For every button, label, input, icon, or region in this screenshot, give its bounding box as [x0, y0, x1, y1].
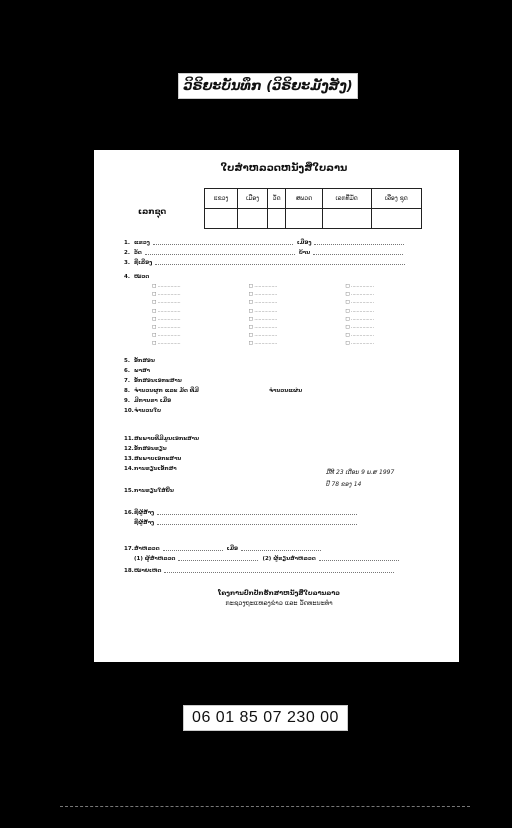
row-label: ຈຳນວນຜູກ ແລະ ມັດ ທີ່ມີ — [134, 387, 199, 394]
survey-form-page — [94, 150, 459, 662]
row-label: ສຳຫລວດ — [134, 545, 160, 552]
row-label: ແຂວງ — [134, 239, 150, 246]
row-label: ຊື່ເລື່ອງ — [134, 259, 153, 266]
category-option: □ ................ — [345, 308, 374, 314]
fill-line — [155, 260, 405, 265]
form-row — [124, 434, 199, 443]
row-extra-label: ເມືອງ — [296, 239, 312, 246]
category-option: □ ................ — [152, 341, 181, 347]
row-number: 3. — [124, 259, 130, 266]
row-label: ວັດ — [134, 249, 142, 256]
category-option: □ ................ — [152, 316, 181, 322]
row-number: 13. — [124, 455, 134, 462]
category-option: □ ................ — [248, 316, 278, 322]
row-label: ອັກສອນຂຽນ — [134, 445, 167, 452]
form-row — [124, 258, 405, 267]
row-label: ການຂຽນໃສ່ຍື່ນ — [134, 487, 174, 494]
fill-line — [164, 568, 394, 573]
fill-line — [241, 546, 321, 551]
form-row — [124, 376, 182, 385]
form-row — [124, 566, 394, 575]
row-extra-label: ເມື່ອ — [226, 545, 239, 552]
row-label: ອັກສອນເອກະສານ — [134, 377, 182, 384]
fill-line — [178, 556, 258, 561]
header-col-province: ແຂວງ — [205, 189, 238, 209]
footer-project-name: ໂຄງການປົກປັກຮັກສາຫນັງສືໃບລານລາວ — [218, 589, 340, 597]
row-label: ຈຳນວນໃບ — [134, 407, 161, 414]
category-option: □ ................ — [345, 341, 374, 347]
category-option: □ ................ — [248, 284, 278, 289]
form-row — [124, 486, 174, 495]
form-rows — [94, 150, 459, 662]
form-row — [124, 464, 177, 473]
handwritten-date: ມື້ທີ 23 ເດືອນ 9 ພ.ສ 1997 — [326, 469, 395, 476]
fill-line — [163, 546, 223, 551]
fill-line — [319, 556, 399, 561]
category-option: □ ................ — [248, 308, 278, 314]
row-label: ອັກສອນ — [134, 357, 155, 364]
fill-line — [157, 520, 357, 525]
header-label: ເລກຊຸດ — [138, 207, 167, 216]
row-number: 6. — [124, 367, 130, 374]
fill-line — [314, 240, 404, 245]
form-row — [124, 238, 404, 247]
form-row — [124, 518, 357, 527]
row-number: 15. — [124, 487, 134, 494]
category-option: □ ................ — [152, 308, 181, 314]
fill-line — [153, 240, 293, 245]
row-label: (1) ຜູ້ສຳຫລວດ — [134, 555, 176, 562]
category-option: □ ................ — [152, 300, 181, 306]
row-number: 4. — [124, 273, 130, 280]
form-row — [124, 544, 321, 553]
category-option: □ ................ — [152, 292, 181, 298]
form-row — [124, 272, 149, 281]
category-option: □ ................ — [152, 324, 181, 330]
category-option: □ ................ — [248, 292, 278, 298]
row-number: 9. — [124, 397, 130, 404]
row-label: ການຂຽນເອັກສາ — [134, 465, 177, 472]
row-number: 5. — [124, 357, 130, 364]
film-edge — [60, 806, 470, 808]
form-row — [124, 248, 403, 257]
category-option: □ ................ — [345, 316, 374, 322]
form-row — [124, 356, 155, 365]
form-title: ໃບສຳຫລວດຫນັງສືໃບລານ — [220, 163, 348, 174]
form-row — [124, 444, 167, 453]
row-number: 18. — [124, 567, 134, 574]
row-label: ພາສາ — [134, 367, 151, 374]
document-title-label: ວິຣິຍະບັນທຶກ (ວິຣິຍະມັງສັງ) — [178, 73, 358, 99]
row-label: ໝວດ — [134, 273, 150, 280]
row-label: ຊື່ຜູ້ສ້າງ — [134, 519, 155, 526]
form-row — [124, 366, 150, 375]
row-label: ສະພາບເອກະສານ — [134, 455, 182, 462]
row-number: 16. — [124, 509, 134, 516]
row-label: ໝາຍເຫດ — [134, 567, 162, 574]
row-number: 1. — [124, 239, 130, 246]
row-number: 12. — [124, 445, 134, 452]
header-col-district: ເມືອງ — [238, 189, 268, 209]
fill-line — [313, 250, 403, 255]
form-footer — [154, 588, 404, 608]
header-col-bundle: ເລກທີ່ມັດ — [322, 189, 371, 209]
form-row — [124, 406, 161, 415]
archive-id-label: 06 01 85 07 230 00 — [183, 705, 348, 731]
category-option: □ ................ — [345, 300, 374, 306]
row-number: 17. — [124, 545, 134, 552]
handwritten-note: ປີ 78 ຂອງ 14 — [326, 481, 362, 488]
category-option: □ ................ — [345, 333, 374, 339]
form-row — [124, 386, 302, 395]
category-checklist — [152, 284, 442, 356]
form-row — [124, 396, 171, 405]
row-number: 8. — [124, 387, 130, 394]
row-label: ຊື່ຜູ້ສ້າງ — [134, 509, 155, 516]
category-option: □ ................ — [248, 333, 278, 339]
header-col-temple: ວັດ — [267, 189, 286, 209]
row-extra-label: ບ້ານ — [298, 249, 311, 256]
category-option: □ ................ — [152, 284, 181, 289]
category-option: □ ................ — [345, 324, 374, 330]
fill-line — [145, 250, 295, 255]
header-col-category: ສພວດ — [286, 189, 322, 209]
row-number: 7. — [124, 377, 130, 384]
row-extra-label: ຈຳນວນແຜ່ນ — [268, 387, 303, 394]
form-row — [124, 454, 181, 463]
category-option: □ ................ — [152, 333, 181, 339]
category-option: □ ................ — [248, 300, 278, 306]
form-row — [124, 508, 357, 517]
footer-ministry: ກະຊວງຖະແຫລງຂ່າວ ແລະ ວັດທະນະທຳ — [225, 599, 333, 607]
category-option: □ ................ — [248, 324, 278, 330]
row-number: 11. — [124, 435, 134, 442]
category-option: □ ................ — [345, 284, 374, 289]
row-number: 14. — [124, 465, 134, 472]
form-row — [124, 554, 399, 563]
row-label: ມີການຂາ ເມື່ອ — [134, 397, 172, 404]
header-col-series: ເລືອງ ຊຸດ — [371, 189, 421, 209]
row-extra-label: (2) ຜູ້ຂຽນສຳຫລວດ — [262, 555, 316, 562]
category-option: □ ................ — [345, 292, 374, 298]
row-label: ສະພາບທີ່ມີມູນເອກະສານ — [134, 435, 200, 442]
row-number: 2. — [124, 249, 130, 256]
row-number: 10. — [124, 407, 134, 414]
category-option: □ ................ — [248, 341, 278, 347]
fill-line — [157, 510, 357, 515]
